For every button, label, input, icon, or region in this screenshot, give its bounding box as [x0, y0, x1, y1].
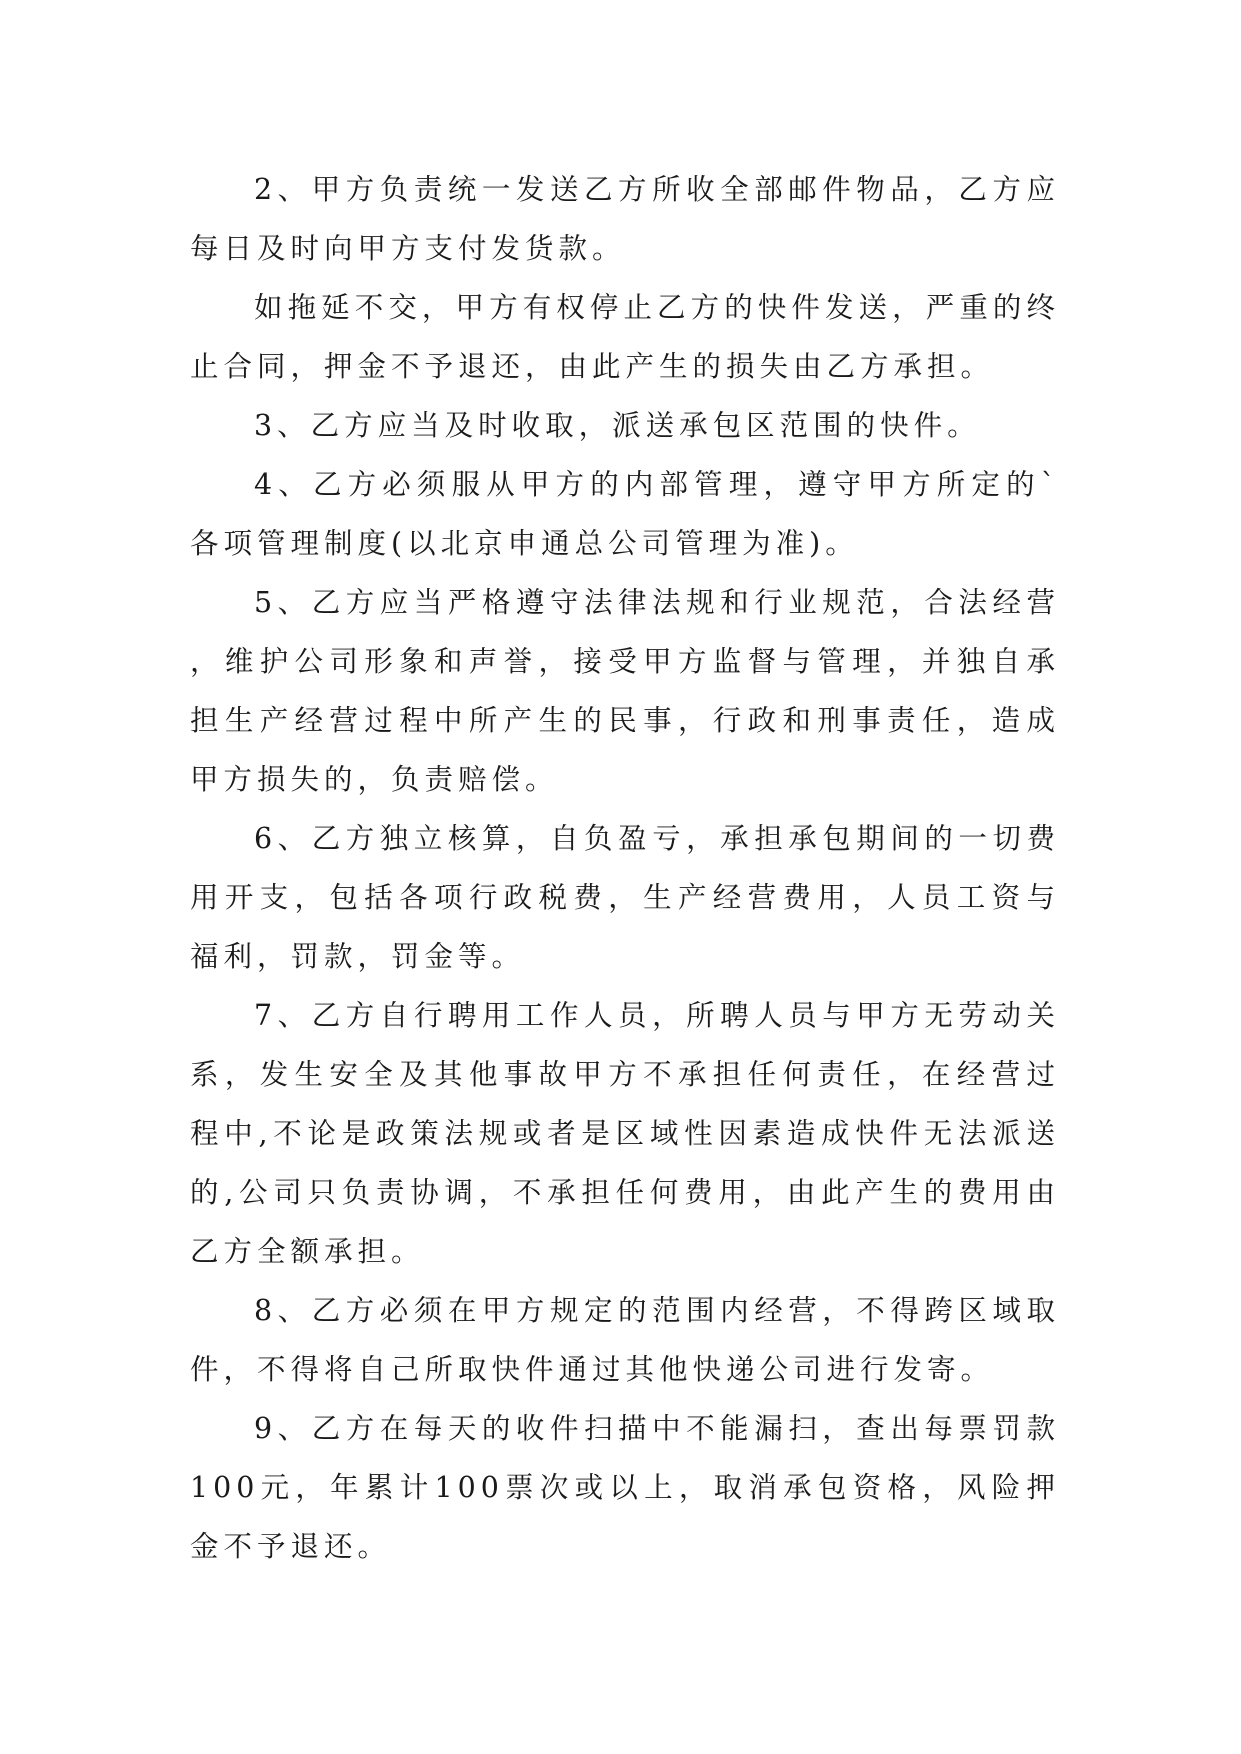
clause-3: 3、乙方应当及时收取，派送承包区范围的快件。: [254, 409, 981, 442]
clause-5: 5、乙方应当严格遵守法律法规和行业规范，合法经营，维护公司形象和声誉，接受甲方监督与管理，并独自承担生产经营过程中所产生的民事，行政和刑事责任，造成甲方损失的，负责赔偿。: [190, 586, 1060, 796]
clause-2-continuation: 如拖延不交，甲方有权停止乙方的快件发送，严重的终止合同，押金不予退还，由此产生的损失由乙方承担。: [190, 291, 1060, 383]
clause-6: 6、乙方独立核算，自负盈亏，承担承包期间的一切费用开支，包括各项行政税费，生产经营费用，人员工资与福利，罚款，罚金等。: [190, 822, 1060, 973]
clause-9: 9、乙方在每天的收件扫描中不能漏扫，查出每票罚款100元，年累计100票次或以上，取消承包资格，风险押金不予退还。: [190, 1412, 1060, 1563]
clause-4: 4、乙方必须服从甲方的内部管理，遵守甲方所定的`各项管理制度(以北京申通总公司管理为准)。: [190, 468, 1060, 560]
clause-2: 2、甲方负责统一发送乙方所收全部邮件物品，乙方应每日及时向甲方支付发货款。: [190, 173, 1060, 265]
clause-8: 8、乙方必须在甲方规定的范围内经营，不得跨区域取件，不得将自己所取快件通过其他快递公司进行发寄。: [190, 1294, 1060, 1386]
document-body: [190, 160, 1060, 1576]
clause-7: 7、乙方自行聘用工作人员，所聘人员与甲方无劳动关系，发生安全及其他事故甲方不承担任何责任，在经营过程中,不论是政策法规或者是区域性因素造成快件无法派送的,公司只负责协调，不承担任何费用，由此产生的费用由乙方全额承担。: [190, 999, 1060, 1268]
